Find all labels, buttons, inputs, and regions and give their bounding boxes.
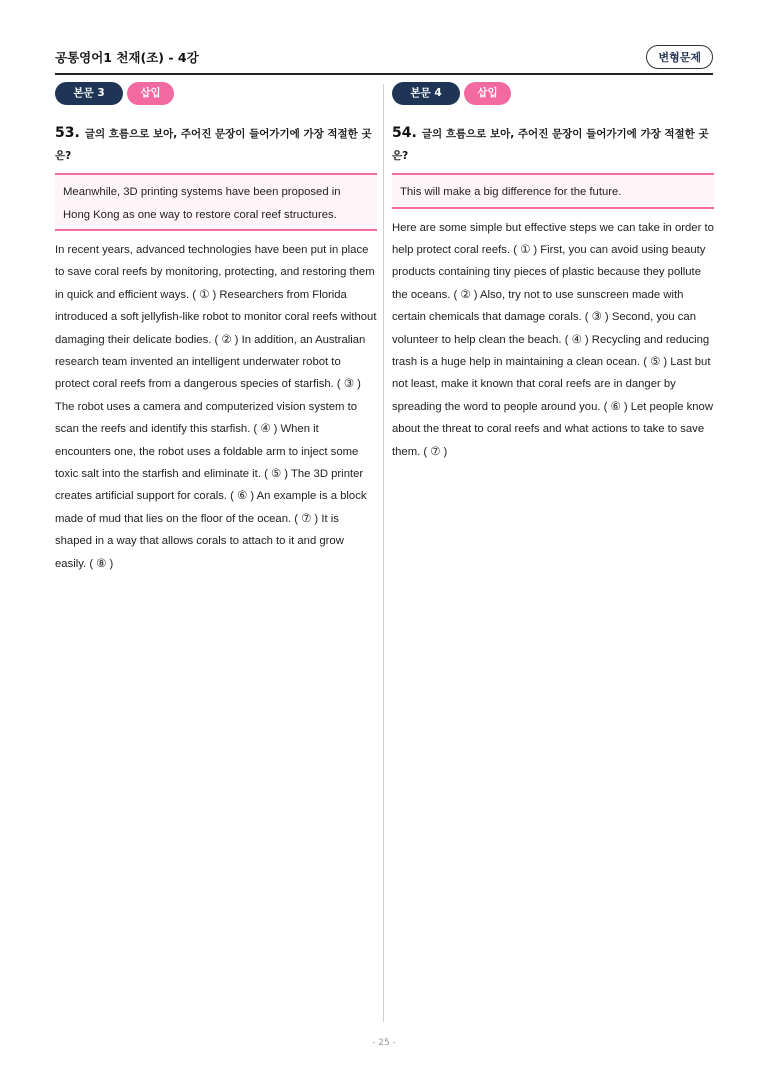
question-text: 글의 흐름으로 보아, 주어진 문장이 들어가기에 가장 적절한 곳은?	[392, 128, 709, 162]
passage-text: In recent years, advanced technologies have been put in place to save coral reefs by monitoring, protecting, and restoring them in quick and efficient ways. ( ① ) Researchers from Florida introduced a soft jellyfish-like robot to monitor coral reefs without damaging their delicate bodies. ( ② ) In addition, an Australian research team invented an intelligent underwater robot to protect coral reefs from a dangerous species of starfish. ( ③ ) The robot uses a camera and computerized vision system to scan the reefs and identify this starfish. ( ④ ) When it encounters one, the robot uses a foldable arm to inject some toxic salt into the starfish and eliminate it. ( ⑤ ) The 3D printer creates artificial support for corals. ( ⑥ ) An example is a block made of mud that lies on the floor of the ocean. ( ⑦ ) It is shaped in a way that allows corals to attach to it and grow easily. ( ⑧ )	[55, 244, 377, 570]
question-53	[55, 82, 377, 575]
page-number: - 25 -	[372, 1038, 396, 1048]
column-divider	[383, 84, 384, 1022]
question-type-tag: 삽입	[464, 82, 511, 105]
given-sentence-box	[55, 173, 377, 231]
given-sentence: This will make a big difference for the future.	[400, 186, 622, 198]
given-sentence: Meanwhile, 3D printing systems have been proposed in Hong Kong as one way to restore coral reef structures.	[63, 186, 341, 221]
given-sentence-box	[392, 173, 714, 209]
worksheet-title: 공통영어1 천재(조) - 4강	[55, 50, 199, 65]
question-tags	[55, 82, 377, 105]
question-prompt	[392, 122, 714, 167]
question-54	[392, 82, 714, 463]
passage-tag: 본문 4	[392, 82, 460, 105]
question-tags	[392, 82, 714, 105]
passage-tag: 본문 3	[55, 82, 123, 105]
question-text: 글의 흐름으로 보아, 주어진 문장이 들어가기에 가장 적절한 곳은?	[55, 128, 372, 162]
question-type-tag: 삽입	[127, 82, 174, 105]
passage-text: Here are some simple but effective steps we can take in order to help protect coral reefs. ( ① ) First, you can avoid using beauty products containing tiny pieces of plastic because they pollute the oceans. ( ② ) Also, try not to use sunscreen made with certain chemicals that damage corals. ( ③ ) Second, you can volunteer to help clean the beach. ( ④ ) Recycling and reducing trash is a huge help in maintaining a clean ocean. ( ⑤ ) Last but not least, make it known that coral reefs are in danger by spreading the word to people around you. ( ⑥ ) Let people know about the threat to coral reefs and what actions to take to save them. ( ⑦ )	[392, 221, 714, 458]
header-rule	[55, 73, 713, 75]
question-number: 53.	[55, 125, 80, 141]
question-number: 54.	[392, 125, 417, 141]
worksheet-type-badge: 변형문제	[646, 45, 713, 69]
question-prompt	[55, 122, 377, 167]
